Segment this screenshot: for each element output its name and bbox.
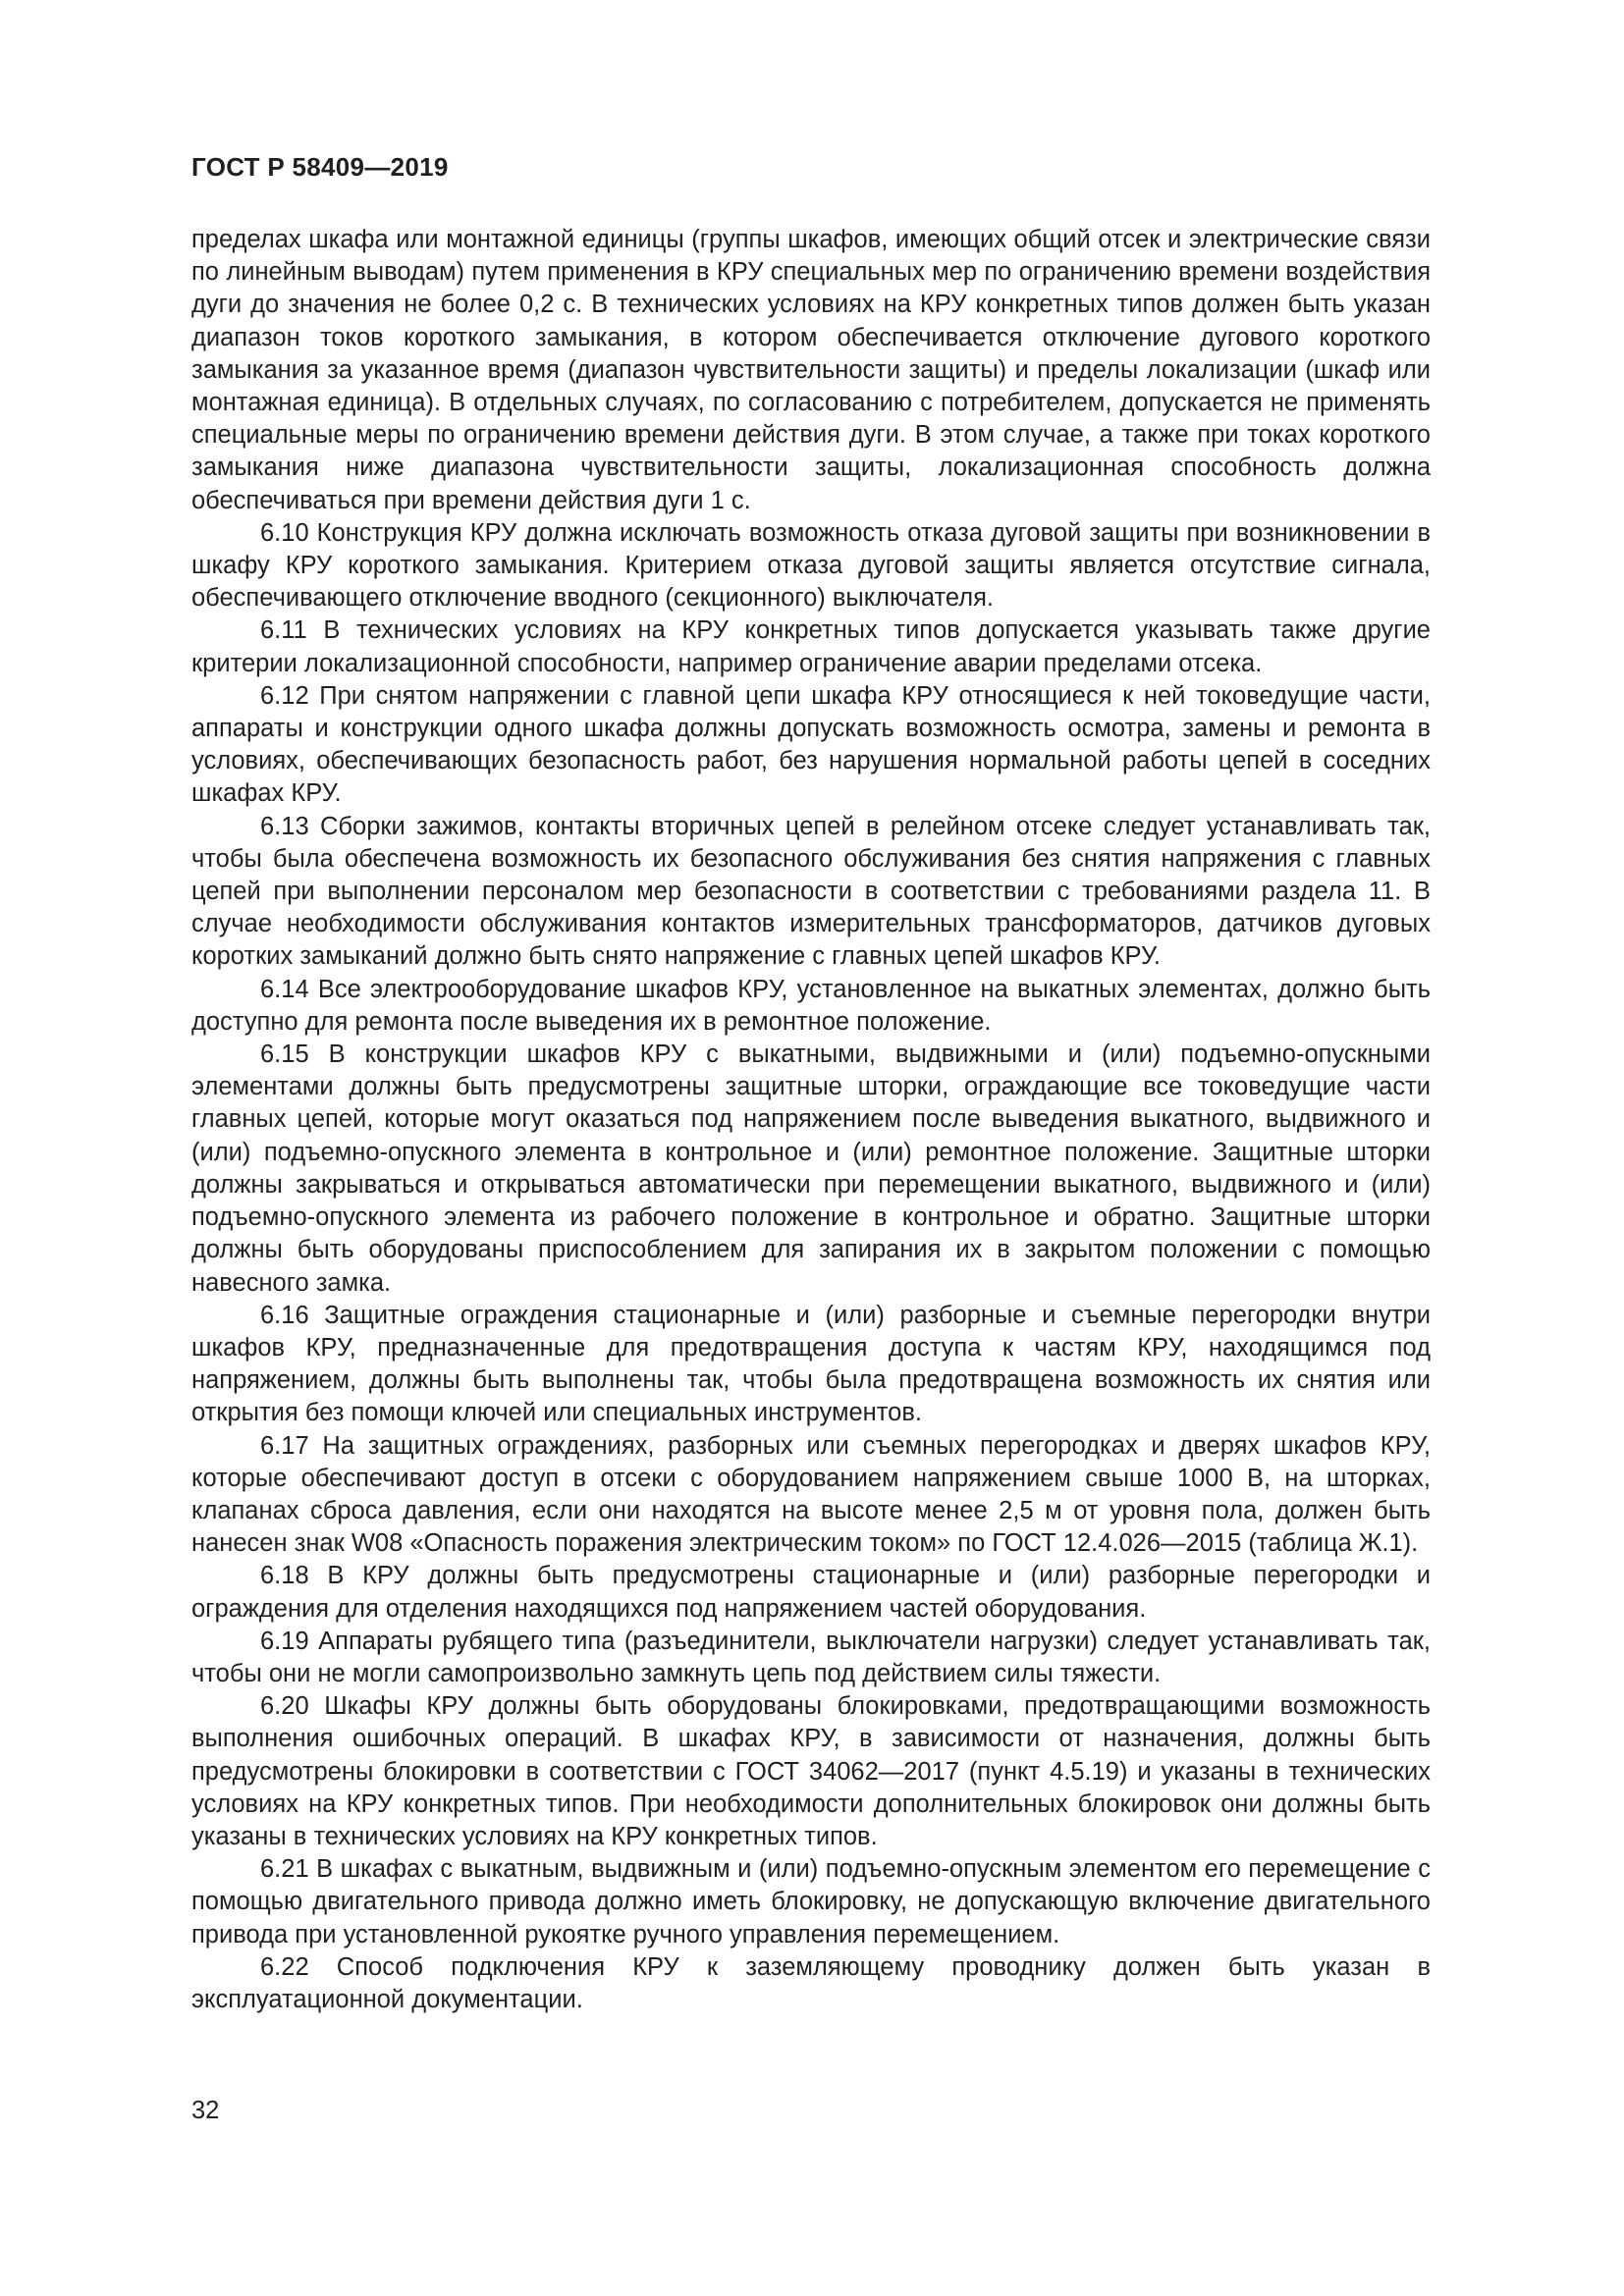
clause-6-19: 6.19 Аппараты рубящего типа (разъединители, выключатели нагрузки) следует устанавливать так, чтобы они не могли самопроизвольно замкнуть цепь под действием силы тяжести.	[191, 1627, 1431, 1687]
clause-6-10: 6.10 Конструкция КРУ должна исключать возможность отказа дуговой защиты при возникновении в шкафу КРУ короткого замыкания. Критерием отказа дуговой защиты является отсутствие сигнала, обеспечивающего отключение вводного (секционного) выключателя.	[191, 518, 1431, 613]
clause-6-14: 6.14 Все электрооборудование шкафов КРУ, установленное на выкатных элементах, должно быть доступно для ремонта после выведения их в ремонтное положение.	[191, 975, 1431, 1036]
clause-6-11: 6.11 В технических условиях на КРУ конкретных типов допускается указывать также другие критерии локализационной способности, например ограничение аварии пределами отсека.	[191, 616, 1431, 677]
document-body	[191, 224, 1431, 2016]
page-number: 32	[191, 2097, 220, 2124]
clause-6-18: 6.18 В КРУ должны быть предусмотрены стационарные и (или) разборные перегородки и ограждения для отделения находящихся под напряжением частей оборудования.	[191, 1562, 1431, 1623]
clause-6-12: 6.12 При снятом напряжении с главной цепи шкафа КРУ относящиеся к ней токоведущие части, аппараты и конструкции одного шкафа должны допускать возможность осмотра, замены и ремонта в условиях, обеспечивающих безопасность работ, без нарушения нормальной работы цепей в соседних шкафах КРУ.	[191, 681, 1431, 808]
clause-6-15: 6.15 В конструкции шкафов КРУ с выкатными, выдвижными и (или) подъемно-опускными элементами должны быть предусмотрены защитные шторки, ограждающие все токоведущие части главных цепей, которые могут оказаться под напряжением после выведения выкатного, выдвижного и (или) подъемно-опускного элемента в контрольное и (или) ремонтное положение. Защитные шторки должны закрываться и открываться автоматически при перемещении выкатного, выдвижного и (или) подъемно-опускного элемента из рабочего положение в контрольное и обратно. Защитные шторки должны быть оборудованы приспособлением для запирания их в закрытом положении с помощью навесного замка.	[191, 1041, 1431, 1297]
standard-code-header: ГОСТ Р 58409—2019	[191, 152, 449, 182]
clause-6-16: 6.16 Защитные ограждения стационарные и (или) разборные и съемные перегородки внутри шкафов КРУ, предназначенные для предотвращения доступа к частям КРУ, находящимся под напряжением, должны быть выполнены так, чтобы была предотвращена возможность их снятия или открытия без помощи ключей или специальных инструментов.	[191, 1301, 1431, 1427]
paragraph-continuation: пределах шкафа или монтажной единицы (группы шкафов, имеющих общий отсек и электрические связи по линейным выводам) путем применения в КРУ специальных мер по ограничению времени воздействия дуги до значения не более 0,2 с. В технических условиях на КРУ конкретных типов должен быть указан диапазон токов короткого замыкания, в котором обеспечивается отключение дугового короткого замыкания за указанное время (диапазон чувствительности защиты) и пределы локализации (шкаф или монтажная единица). В отдельных случаях, по согласованию с потребителем, допускается не применять специальные меры по ограничению времени действия дуги. В этом случае, а также при токах короткого замыкания ниже диапазона чувствительности защиты, локализационная способность должна обеспечиваться при времени действия дуги 1 с.	[191, 226, 1431, 514]
clause-6-17: 6.17 На защитных ограждениях, разборных или съемных перегородках и дверях шкафов КРУ, которые обеспечивают доступ в отсеки с оборудованием напряжением свыше 1000 В, на шторках, клапанах сброса давления, если они находятся на высоте менее 2,5 м от уровня пола, должен быть нанесен знак W08 «Опасность поражения электрическим током» по ГОСТ 12.4.026—2015 (таблица Ж.1).	[191, 1431, 1431, 1558]
clause-6-21: 6.21 В шкафах с выкатным, выдвижным и (или) подъемно-опускным элементом его перемещение с помощью двигательного привода должно иметь блокировку, не допускающую включение двигательного привода при установленной рукоятке ручного управления перемещением.	[191, 1855, 1431, 1949]
clause-6-20: 6.20 Шкафы КРУ должны быть оборудованы блокировками, предотвращающими возможность выполнения ошибочных операций. В шкафах КРУ, в зависимости от назначения, должны быть предусмотрены блокировки в соответствии с ГОСТ 34062—2017 (пункт 4.5.19) и указаны в технических условиях на КРУ конкретных типов. При необходимости дополнительных блокировок они должны быть указаны в технических условиях на КРУ конкретных типов.	[191, 1692, 1431, 1850]
clause-6-13: 6.13 Сборки зажимов, контакты вторичных цепей в релейном отсеке следует устанавливать так, чтобы была обеспечена возможность их безопасного обслуживания без снятия напряжения с главных цепей при выполнении персоналом мер безопасности в соответствии с требованиями раздела 11. В случае необходимости обслуживания контактов измерительных трансформаторов, датчиков дуговых коротких замыканий должно быть снято напряжение с главных цепей шкафов КРУ.	[191, 812, 1431, 971]
clause-6-22: 6.22 Способ подключения КРУ к заземляющему проводнику должен быть указан в эксплуатационной документации.	[191, 1952, 1431, 2013]
